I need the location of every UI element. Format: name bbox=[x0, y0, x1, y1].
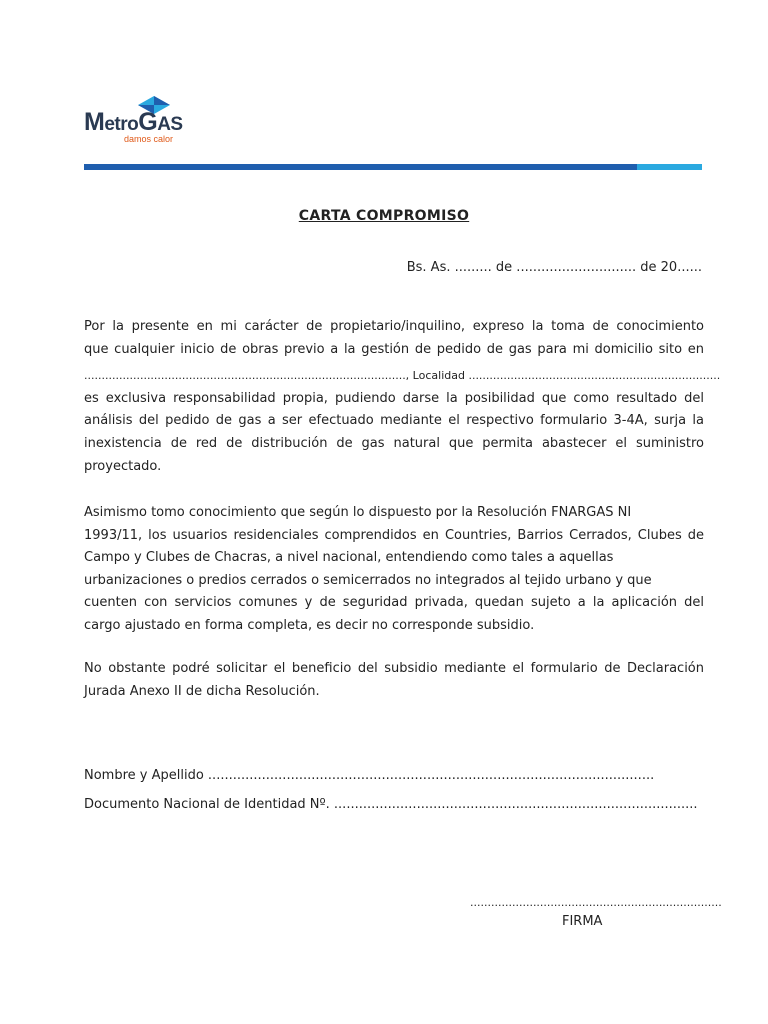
paragraph-line: urbanizaciones o predios cerrados o semicerrados no integrados al tejido urbano y que bbox=[84, 572, 652, 588]
metrogas-logo bbox=[84, 96, 214, 146]
paragraph-line: inexistencia de red de distribución de gas natural que permita abastecer el suministro bbox=[84, 435, 704, 451]
paragraph-2 bbox=[84, 502, 704, 638]
paragraph-line: cargo ajustado en forma completa, es decir no corresponde subsidio. bbox=[84, 617, 535, 633]
paragraph-line: Jurada Anexo II de dicha Resolución. bbox=[84, 683, 320, 699]
dni-field: Documento Nacional de Identidad Nº. ........................................................................................ bbox=[84, 797, 698, 812]
date-line: Bs. As. ......... de ............................. de 20...... bbox=[406, 260, 702, 275]
paragraph-line: No obstante podré solicitar el beneficio del subsidio mediante el formulario de Declaración bbox=[84, 661, 704, 676]
logo-tagline: damos calor bbox=[124, 134, 174, 144]
logo-wordmark: MetroGAS bbox=[84, 108, 183, 136]
paragraph-3 bbox=[84, 658, 704, 703]
paragraph-line: Por la presente en mi carácter de propietario/inquilino, expreso la toma de conocimiento bbox=[84, 319, 704, 334]
paragraph-line: 1993/11, los usuarios residenciales comprendidos en Countries, Barrios Cerrados, Clubes de bbox=[84, 527, 704, 543]
header-divider bbox=[84, 164, 702, 170]
paragraph-line: proyectado. bbox=[84, 458, 162, 474]
signature-line: ........................................................................ bbox=[470, 896, 722, 909]
document-title: CARTA COMPROMISO bbox=[298, 208, 470, 224]
paragraph-1 bbox=[84, 316, 721, 478]
divider-light-segment bbox=[637, 164, 702, 170]
paragraph-line: que cualquier inicio de obras previo a la gestión de pedido de gas para mi domicilio sito en bbox=[84, 341, 704, 357]
paragraph-line: es exclusiva responsabilidad propia, pudiendo darse la posibilidad que como resultado del bbox=[84, 390, 704, 406]
signature-label: FIRMA bbox=[562, 914, 603, 929]
paragraph-line: Campo y Clubes de Chacras, a nivel nacional, entendiendo como tales a aquellas bbox=[84, 550, 614, 566]
paragraph-line: análisis del pedido de gas a ser efectuado mediante el respectivo formulario 3-4A, surja la bbox=[84, 413, 704, 429]
divider-dark-segment bbox=[84, 164, 637, 170]
paragraph-line: Asimismo tomo conocimiento que según lo dispuesto por la Resolución FNARGAS NI bbox=[84, 505, 632, 520]
name-field: Nombre y Apellido ............................................................................................................ bbox=[84, 768, 655, 783]
paragraph-line: cuenten con servicios comunes y de seguridad privada, quedan sujeto a la aplicación del bbox=[84, 595, 704, 611]
address-fill-line: ............................................................................................, Localidad ........................................................................ bbox=[84, 369, 721, 383]
